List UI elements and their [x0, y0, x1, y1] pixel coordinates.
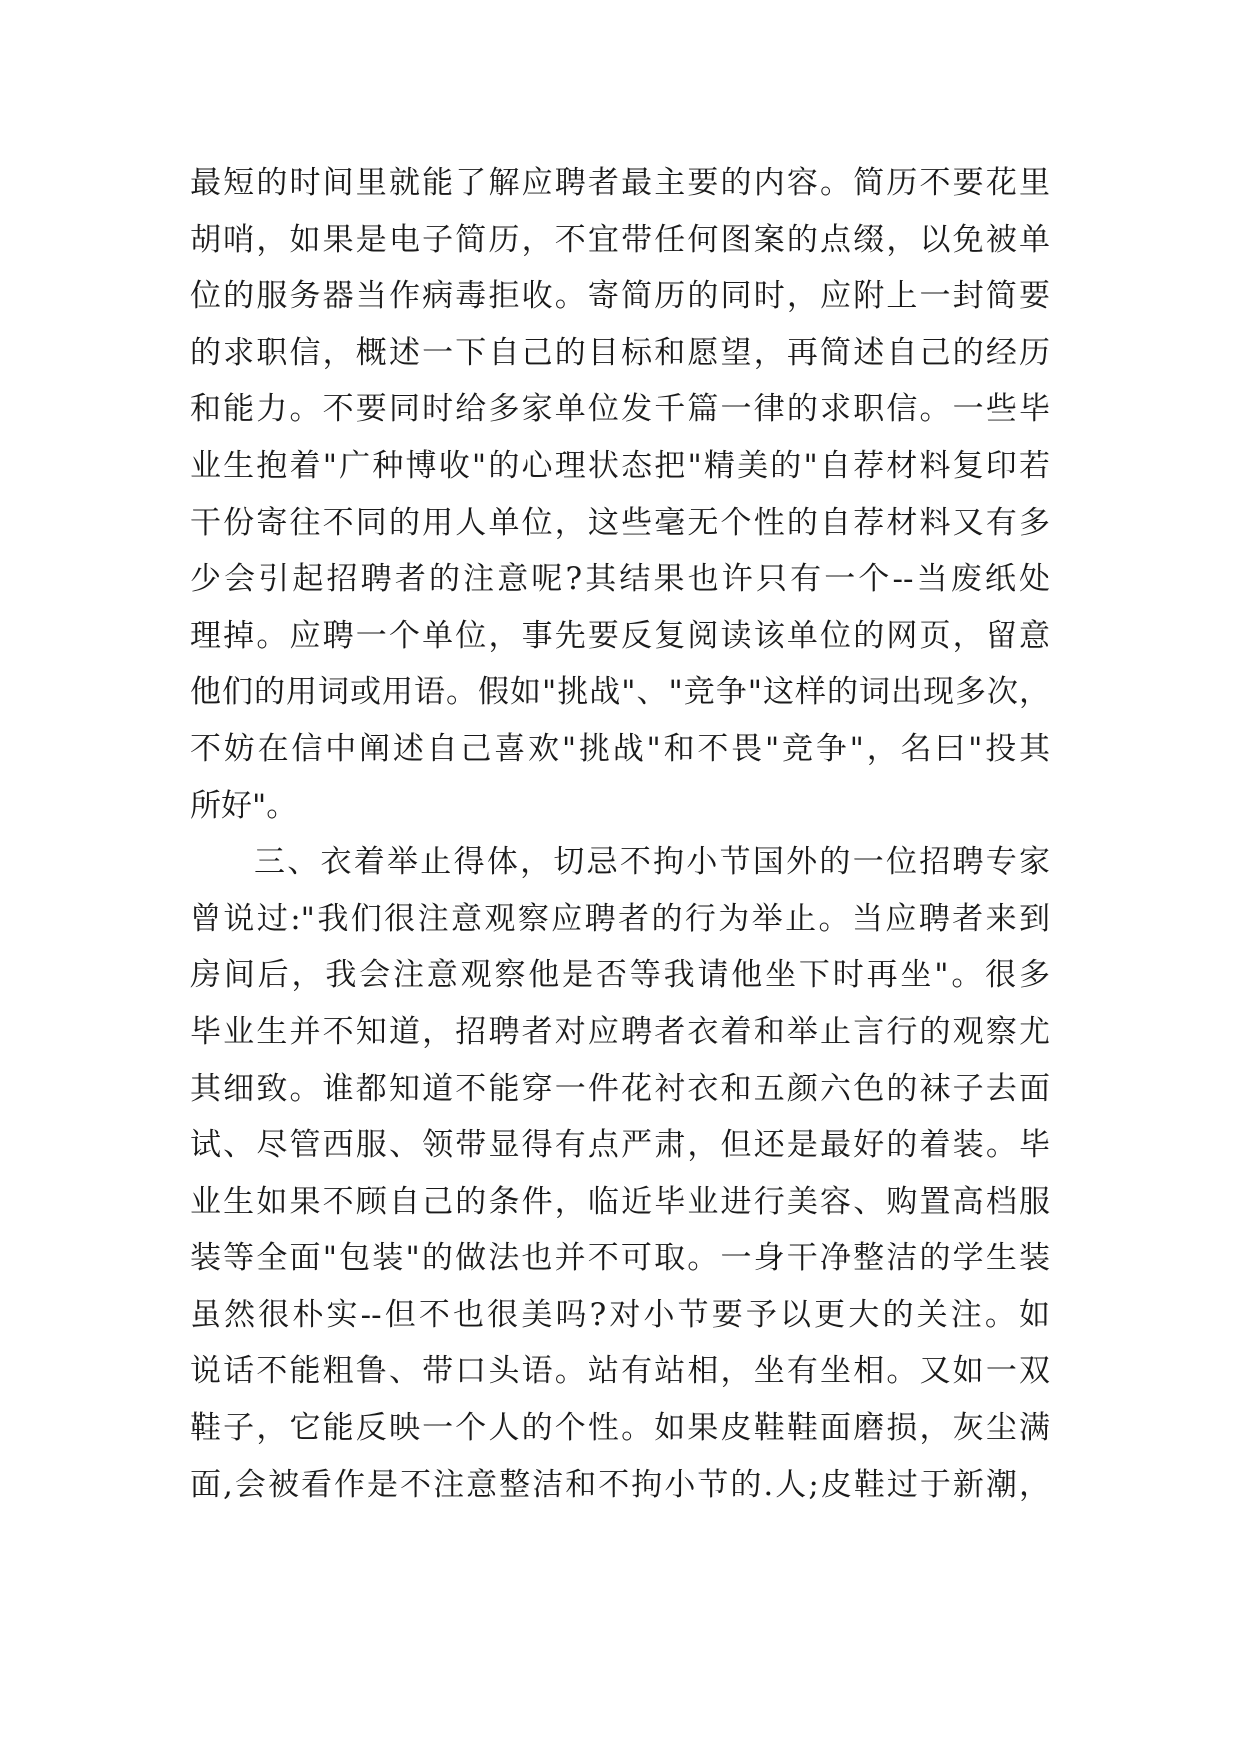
text-line: 和能力。不要同时给多家单位发千篇一律的求职信。一些毕: [190, 391, 1050, 428]
text-line: 虽然很朴实--但不也很美吗?对小节要予以更大的关注。如: [190, 1296, 1050, 1333]
body-text: [190, 155, 1050, 1513]
text-line: 最短的时间里就能了解应聘者最主要的内容。简历不要花里: [190, 165, 1050, 201]
text-line: 干份寄往不同的用人单位，这些毫无个性的自荐材料又有多: [190, 504, 1050, 541]
text-line: 的求职信，概述一下自己的目标和愿望，再简述自己的经历: [190, 334, 1050, 371]
text-line: 所好"。: [190, 787, 298, 824]
text-line: 房间后，我会注意观察他是否等我请他坐下时再坐"。很多: [190, 957, 1050, 994]
text-line: 位的服务器当作病毒拒收。寄简历的同时，应附上一封简要: [190, 278, 1050, 315]
text-line: 曾说过:"我们很注意观察应聘者的行为举止。当应聘者来到: [190, 900, 1050, 937]
text-line: 不妨在信中阐述自己喜欢"挑战"和不畏"竞争"，名曰"投其: [190, 730, 1050, 767]
text-line: 业生如果不顾自己的条件，临近毕业进行美容、购置高档服: [190, 1183, 1050, 1220]
text-line: 试、尽管西服、领带显得有点严肃，但还是最好的着装。毕: [190, 1127, 1050, 1164]
text-line: 业生抱着"广种博收"的心理状态把"精美的"自荐材料复印若: [190, 447, 1050, 484]
section-heading-line: 三、衣着举止得体，切忌不拘小节国外的一位招聘专家: [254, 844, 1050, 881]
text-line: 毕业生并不知道，招聘者对应聘者衣着和举止言行的观察尤: [190, 1013, 1050, 1050]
text-line: 说话不能粗鲁、带口头语。站有站相，坐有坐相。又如一双: [190, 1353, 1050, 1390]
text-line: 他们的用词或用语。假如"挑战"、"竞争"这样的词出现多次，: [190, 674, 1050, 711]
text-line: 胡哨，如果是电子简历，不宜带任何图案的点缀，以免被单: [190, 221, 1050, 258]
text-line: 其细致。谁都知道不能穿一件花衬衣和五颜六色的袜子去面: [190, 1070, 1050, 1107]
text-line: 装等全面"包装"的做法也并不可取。一身干净整洁的学生装: [190, 1240, 1050, 1277]
text-line: 少会引起招聘者的注意呢?其结果也许只有一个--当废纸处: [190, 561, 1050, 598]
text-line: 鞋子，它能反映一个人的个性。如果皮鞋鞋面磨损，灰尘满: [190, 1410, 1050, 1447]
text-line: 理掉。应聘一个单位，事先要反复阅读该单位的网页，留意: [190, 617, 1050, 654]
text-line: 面,会被看作是不注意整洁和不拘小节的.人;皮鞋过于新潮，: [190, 1466, 1050, 1503]
